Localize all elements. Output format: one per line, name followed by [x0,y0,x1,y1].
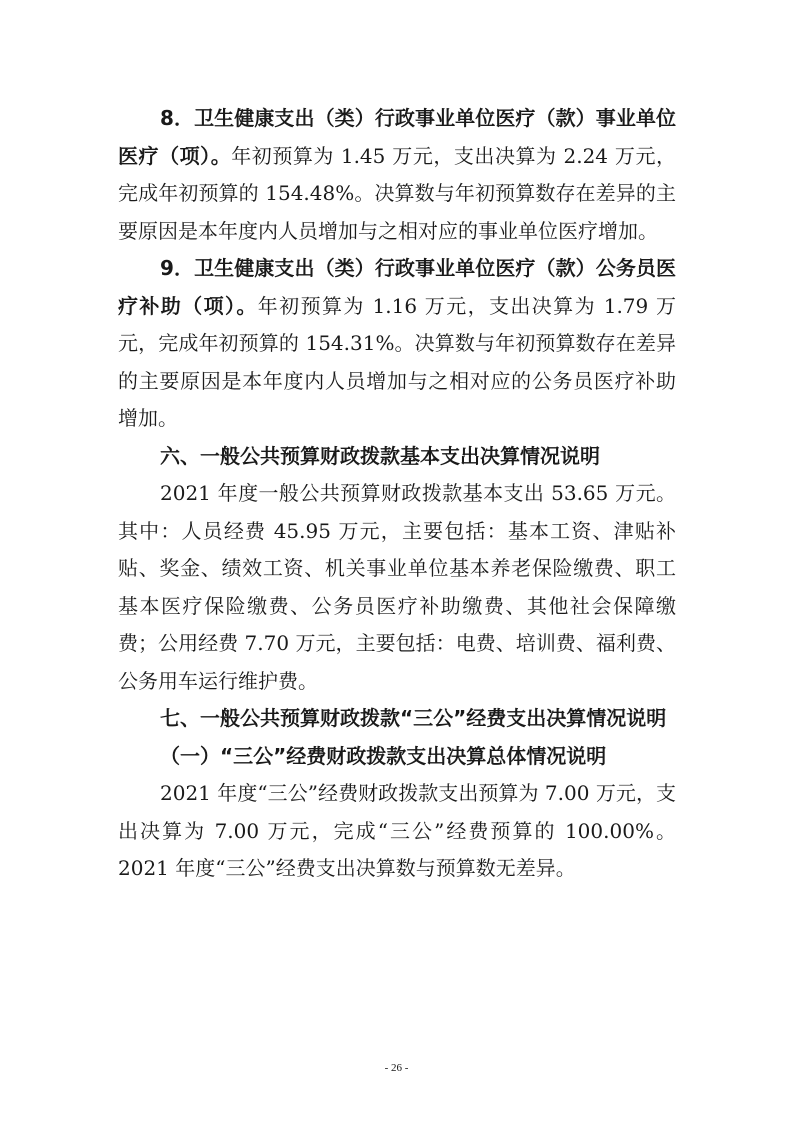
item-8-body: 年初预算为 1.45 万元，支出决算为 2.24 万元，完成年初预算的 154.48%。决算数与年初预算数存在差异的主要原因是本年度内人员增加与之相对应的事业单位医疗增加。 [118,143,677,243]
paragraph-item-9 [118,250,676,438]
page-number: - 26 - [384,1062,409,1074]
section-6-body: 2021 年度一般公共预算财政拨款基本支出 53.65 万元。其中：人员经费 45.95 万元，主要包括：基本工资、津贴补贴、奖金、绩效工资、机关事业单位基本养老保险缴费、职工基本医疗保险缴费、公务员医疗补助缴费、其他社会保障缴费；公用经费 7.70 万元，主要包括：电费、培训费、福利费、公务用车运行维护费。 [118,481,676,693]
paragraph-item-8 [118,100,676,250]
document-page [118,100,676,888]
section-7-heading: 七、一般公共预算财政拨款“三公”经费支出决算情况说明 [160,706,667,730]
item-8-lead: 8．卫生健康支出（类）行政事业单位医疗（款）事业单位医疗（项）。 [118,106,676,168]
section-7-sub-1-body: 2021 年度“三公”经费财政拨款支出预算为 7.00 万元，支出决算为 7.00 万元，完成“三公”经费预算的 100.00%。2021 年度“三公”经费支出决算数与预算数无差异。 [118,781,676,880]
item-9-body: 年初预算为 1.16 万元，支出决算为 1.79 万元，完成年初预算的 154.31%。决算数与年初预算数存在差异的主要原因是本年度内人员增加与之相对应的公务员医疗补助增加。 [118,293,677,430]
section-7-subheading-1: （一）“三公”经费财政拨款支出决算总体情况说明 [160,743,607,768]
section-6-heading: 六、一般公共预算财政拨款基本支出决算情况说明 [160,443,600,468]
item-9-lead: 9．卫生健康支出（类）行政事业单位医疗（款）公务员医疗补助（项）。 [118,256,676,318]
